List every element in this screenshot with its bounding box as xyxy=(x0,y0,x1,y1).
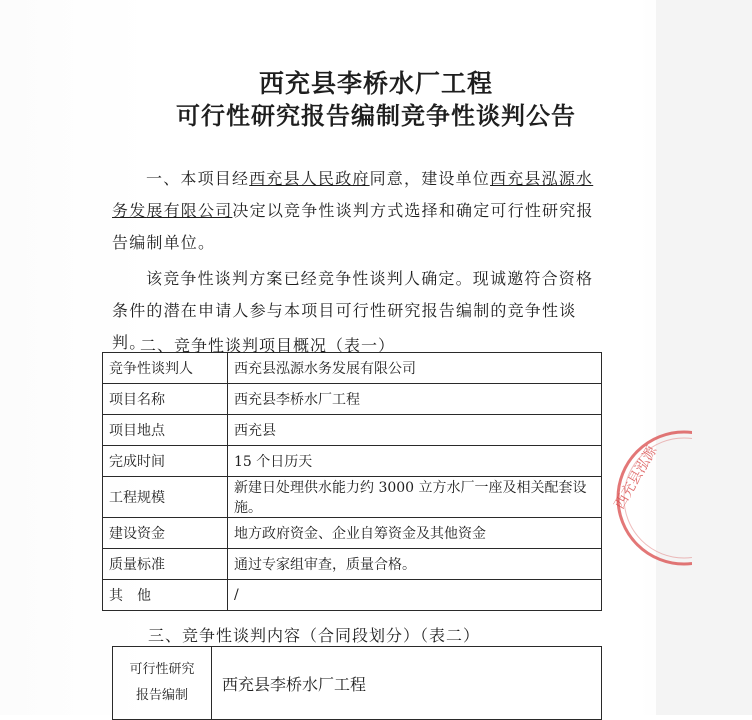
table-row xyxy=(103,580,602,611)
row-label: 其 他 xyxy=(103,580,228,611)
table-row xyxy=(113,647,602,720)
label-line-1: 可行性研究 xyxy=(129,662,195,677)
contract-content-table xyxy=(112,646,602,720)
row-value: 地方政府资金、企业自筹资金及其他资金 xyxy=(228,518,602,549)
approving-authority: 西充县人民政府 xyxy=(249,169,370,188)
row-label: 建设资金 xyxy=(103,518,228,549)
row-value: 西充县李桥水厂工程 xyxy=(228,384,602,415)
row-value: / xyxy=(228,580,602,611)
row-label: 完成时间 xyxy=(103,446,228,477)
row-label: 项目地点 xyxy=(103,415,228,446)
table-row xyxy=(103,415,602,446)
row-label: 工程规模 xyxy=(103,477,228,518)
table-row xyxy=(103,549,602,580)
svg-text:西充县泓源: 西充县泓源 xyxy=(611,443,661,512)
construction-company-part-b: 展有限公司 xyxy=(146,201,233,220)
row-label: 竞争性谈判人 xyxy=(103,353,228,384)
table-row xyxy=(103,384,602,415)
table-row xyxy=(103,518,602,549)
row-label: 质量标准 xyxy=(103,549,228,580)
row-value: 西充县泓源水务发展有限公司 xyxy=(228,353,602,384)
section-2-heading: 二、竞争性谈判项目概况（表一） xyxy=(140,336,396,355)
label-line-2: 报告编制 xyxy=(135,688,188,703)
table-row xyxy=(103,353,602,384)
paragraph-project-approval xyxy=(112,163,602,259)
row-value: 通过专家组审查，质量合格。 xyxy=(228,549,602,580)
construction-company-part-a: 西充县泓源水务发 xyxy=(112,169,594,220)
para1-suffix: 决定以竞争性谈判方式选择和确定可行性研究报告编制单位。 xyxy=(112,201,594,252)
document-title-line-2: 可行性研究报告编制竞争性谈判公告 xyxy=(176,101,576,130)
contract-item-value: 西充县李桥水厂工程 xyxy=(212,647,602,720)
section-3-heading: 三、竞争性谈判内容（合同段划分）（表二） xyxy=(148,626,481,645)
para2-text: 该竞争性谈判方案已经竞争性谈判人确定。现诚邀符合资格条件的潜在申请人参与本项目可行性研究报告编制的竞争性谈判。 xyxy=(112,269,594,352)
row-value: 15 个日历天 xyxy=(228,446,602,477)
para1-prefix: 一、本项目经 xyxy=(146,169,250,188)
document-title-line-1: 西充县李桥水厂工程 xyxy=(258,69,493,98)
company-seal-stamp xyxy=(602,420,692,570)
project-overview-table xyxy=(102,352,602,611)
row-value: 西充县 xyxy=(228,415,602,446)
table-row xyxy=(103,446,602,477)
contract-item-label xyxy=(113,647,212,720)
para1-mid: 同意，建设单位 xyxy=(369,169,491,188)
seal-icon xyxy=(602,420,692,570)
row-value: 新建日处理供水能力约 3000 立方水厂一座及相关配套设施。 xyxy=(228,477,602,518)
row-label: 项目名称 xyxy=(103,384,228,415)
table-row xyxy=(103,477,602,518)
